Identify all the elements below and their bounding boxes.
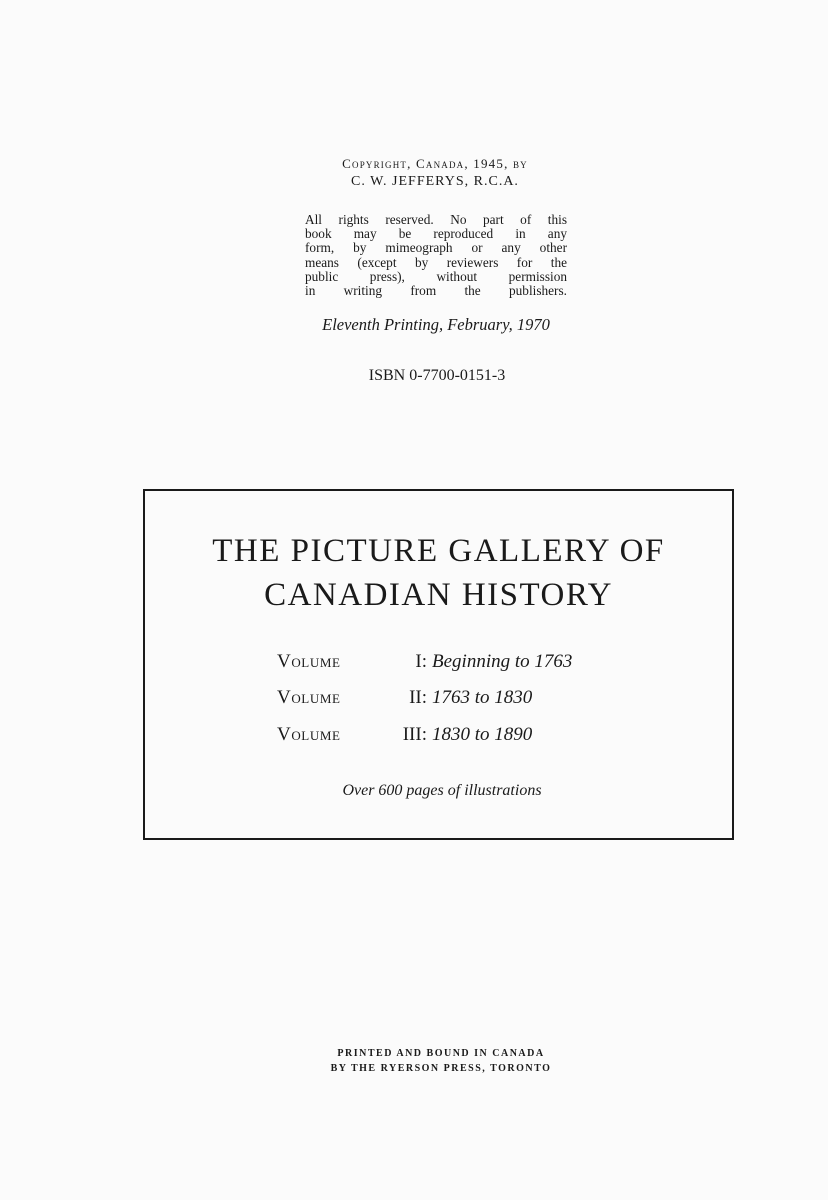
volume-label: Volume — [277, 651, 341, 672]
volume-number: I: — [415, 651, 427, 672]
isbn: ISBN 0-7700-0151-3 — [368, 367, 506, 384]
rights-reserved-notice — [305, 213, 567, 298]
volume-range: Beginning to 1763 — [432, 651, 573, 672]
rights-line: book may be reproduced in any — [305, 226, 567, 242]
series-title-line-1: THE PICTURE GALLERY OF — [212, 533, 665, 569]
volume-number: III: — [402, 724, 427, 745]
rights-line: All rights reserved. No part of this — [305, 212, 567, 227]
illustrations-note: Over 600 pages of illustrations — [342, 782, 542, 799]
copyright-author: C. W. JEFFERYS, R.C.A. — [351, 174, 519, 189]
copyright-line: Copyright, Canada, 1945, by — [342, 156, 528, 171]
volume-entry — [277, 687, 532, 709]
volume-entry — [277, 651, 572, 673]
title-box — [143, 489, 734, 840]
rights-line: means (except by reviewers for the — [305, 254, 567, 270]
rights-line: in writing from the publishers. — [305, 283, 567, 299]
volume-range: 1830 to 1890 — [432, 724, 533, 745]
volume-entry — [277, 724, 532, 746]
imprint-line: BY THE RYERSON PRESS, TORONTO — [330, 1063, 552, 1074]
volume-label: Volume — [277, 687, 341, 708]
rights-line: public press), without permission — [305, 268, 567, 284]
printer-imprint — [0, 1046, 828, 1076]
printing-edition: Eleventh Printing, February, 1970 — [322, 315, 550, 334]
series-title-line-2: CANADIAN HISTORY — [264, 577, 613, 613]
volume-number: II: — [409, 687, 427, 708]
volume-label: Volume — [277, 724, 341, 745]
copyright-notice — [0, 156, 828, 192]
rights-line: form, by mimeograph or any other — [305, 240, 567, 256]
volume-range: 1763 to 1830 — [432, 687, 533, 708]
imprint-line: PRINTED AND BOUND IN CANADA — [337, 1048, 545, 1059]
